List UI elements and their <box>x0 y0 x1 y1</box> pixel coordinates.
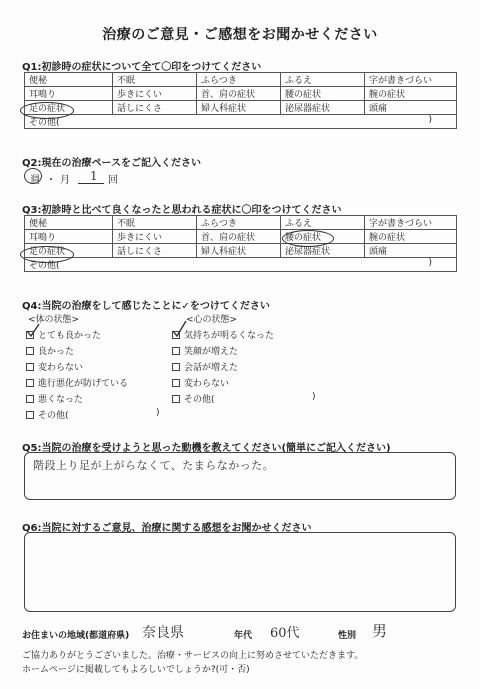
gender-value[interactable]: 男 <box>372 622 388 640</box>
checkbox[interactable] <box>26 395 34 403</box>
q3-cell[interactable]: 腰の症状 <box>281 230 365 244</box>
checkmark-icon <box>168 318 190 340</box>
q6-label: Q6:当院に対するご意見、治療に関する感想をお聞かせください <box>22 523 312 534</box>
q2-times: 回 <box>108 175 118 186</box>
q2-month: 月 <box>60 175 70 186</box>
table-row <box>25 101 457 115</box>
list-item[interactable] <box>26 376 128 389</box>
checkbox[interactable] <box>172 379 180 387</box>
q1-symptom-table <box>24 72 457 129</box>
q3-cell[interactable]: 便秘 <box>25 216 113 230</box>
item-label: 進行悪化が防げている <box>38 379 129 389</box>
item-label: 悪くなった <box>38 395 84 405</box>
form-title: 治療のご意見・ご感想をお聞かせください <box>102 27 378 43</box>
q1-cell[interactable]: 首、肩の症状 <box>197 87 281 101</box>
permission-text: ホームページに掲載してもよろしいでしょうか?(可・否) <box>22 665 250 675</box>
item-label: その他( <box>38 411 69 421</box>
q1-cell[interactable]: 話しにくさ <box>113 101 197 115</box>
checkbox[interactable] <box>172 395 180 403</box>
table-row <box>25 115 457 129</box>
q4-mind-other-close: ) <box>312 392 316 402</box>
q4-body-other-close: ) <box>156 408 160 418</box>
q2-count[interactable]: 1 <box>90 169 98 183</box>
thanks-text: ご協力ありがとうございました。治療・サービスの向上に努めさせていただきます。 <box>22 651 364 661</box>
q3-cell[interactable]: 話しにくさ <box>113 244 197 258</box>
q1-cell[interactable]: 歩きにくい <box>113 87 197 101</box>
item-label: 変わらない <box>184 379 230 389</box>
q5-answer-box[interactable] <box>24 452 456 500</box>
table-row <box>25 87 457 101</box>
item-label: 変わらない <box>38 363 84 373</box>
q4-mind-title: <心の状態> <box>186 315 238 325</box>
q3-cell[interactable]: 婦人科症状 <box>197 244 281 258</box>
q3-cell[interactable]: 頭痛 <box>365 244 457 258</box>
table-row <box>25 230 457 244</box>
q2-count-underline <box>78 183 104 184</box>
item-label: 良かった <box>38 347 75 357</box>
q1-label: Q1:初診時の症状について全て〇印をつけてください <box>22 62 262 73</box>
region-value[interactable]: 奈良県 <box>142 625 184 641</box>
item-label: その他( <box>184 395 215 405</box>
table-row <box>25 244 457 258</box>
q1-cell[interactable]: 腕の症状 <box>365 87 457 101</box>
q3-cell[interactable]: 腕の症状 <box>365 230 457 244</box>
item-label: とても良かった <box>38 331 102 341</box>
q6-answer-box[interactable] <box>24 532 456 612</box>
q1-cell[interactable]: 婦人科症状 <box>197 101 281 115</box>
list-item[interactable] <box>172 376 229 389</box>
q3-cell[interactable]: 不眠 <box>113 216 197 230</box>
q1-cell[interactable]: 腰の症状 <box>281 87 365 101</box>
list-item[interactable] <box>172 344 238 357</box>
list-item[interactable] <box>26 344 74 357</box>
q3-answer-circle-leg <box>20 246 74 263</box>
q3-other-label: その他( <box>29 261 60 271</box>
age-label: 年代 <box>234 631 253 641</box>
q1-answer-circle <box>20 102 74 119</box>
q3-symptom-table <box>24 215 457 272</box>
item-label: 笑顔が増えた <box>184 347 239 357</box>
q3-cell[interactable]: 歩きにくい <box>113 230 197 244</box>
q2-label: Q2:現在の治療ペースをご記入ください <box>22 158 201 169</box>
checkbox[interactable] <box>26 379 34 387</box>
q1-cell[interactable]: 泌尿器症状 <box>281 101 365 115</box>
checkbox[interactable] <box>26 411 34 419</box>
q3-other-cell[interactable] <box>25 258 457 272</box>
q3-cell[interactable]: 耳鳴り <box>25 230 113 244</box>
q1-cell[interactable]: 便秘 <box>25 73 113 87</box>
item-label: 会話が増えた <box>184 363 239 373</box>
q1-cell[interactable]: 字が書きづらい <box>365 73 457 87</box>
list-item[interactable] <box>172 392 215 405</box>
table-row <box>25 258 457 272</box>
table-row <box>25 73 457 87</box>
q1-other-close: ) <box>428 115 432 125</box>
q4-label: Q4:当院の治療をして感じたことに✓をつけてください <box>22 301 270 312</box>
list-item[interactable] <box>26 360 83 373</box>
checkbox[interactable] <box>26 347 34 355</box>
checkbox[interactable] <box>172 363 180 371</box>
q1-other-cell[interactable] <box>25 115 457 129</box>
q4-body-title: <体の状態> <box>28 315 80 325</box>
q3-cell[interactable]: ふるえ <box>281 216 365 230</box>
table-row <box>25 216 457 230</box>
q3-cell[interactable]: 字が書きづらい <box>365 216 457 230</box>
q3-answer-circle-waist <box>282 230 334 247</box>
q1-other-label: その他( <box>29 118 60 128</box>
checkmark-icon <box>22 322 42 340</box>
q5-label: Q5:当院の治療を受けようと思った動機を教えてください(簡単にご記入ください) <box>22 443 391 454</box>
q1-cell[interactable]: ふるえ <box>281 73 365 87</box>
q5-answer: 階段上り足が上がらなくて、たまらなかった。 <box>33 459 275 472</box>
q3-cell[interactable]: 首、肩の症状 <box>197 230 281 244</box>
gender-label: 性別 <box>338 631 357 641</box>
list-item[interactable] <box>26 408 69 421</box>
region-label: お住まいの地域(都道府県) <box>22 631 130 641</box>
q3-other-close: ) <box>428 258 432 268</box>
q1-cell[interactable]: ふらつき <box>197 73 281 87</box>
q2-week-circle <box>24 168 42 184</box>
checkbox[interactable] <box>172 347 180 355</box>
q1-cell[interactable]: 耳鳴り <box>25 87 113 101</box>
q2-week: 週 <box>30 175 40 186</box>
list-item[interactable] <box>172 360 238 373</box>
q2-dot: ・ <box>46 175 56 186</box>
q3-cell[interactable]: ふらつき <box>197 216 281 230</box>
item-label: 気持ちが明るくなった <box>184 331 275 341</box>
q1-cell[interactable]: 不眠 <box>113 73 197 87</box>
q3-label: Q3:初診時と比べて良くなったと思われる症状に〇印をつけてください <box>22 205 342 216</box>
age-value[interactable]: 60代 <box>270 626 300 641</box>
list-item[interactable] <box>26 392 83 405</box>
q3-cell[interactable]: 泌尿器症状 <box>281 244 365 258</box>
checkbox[interactable] <box>26 363 34 371</box>
q3-cell[interactable]: 足の症状 <box>25 244 113 258</box>
q1-cell[interactable]: 頭痛 <box>365 101 457 115</box>
q1-cell[interactable]: 足の症状 <box>25 101 113 115</box>
